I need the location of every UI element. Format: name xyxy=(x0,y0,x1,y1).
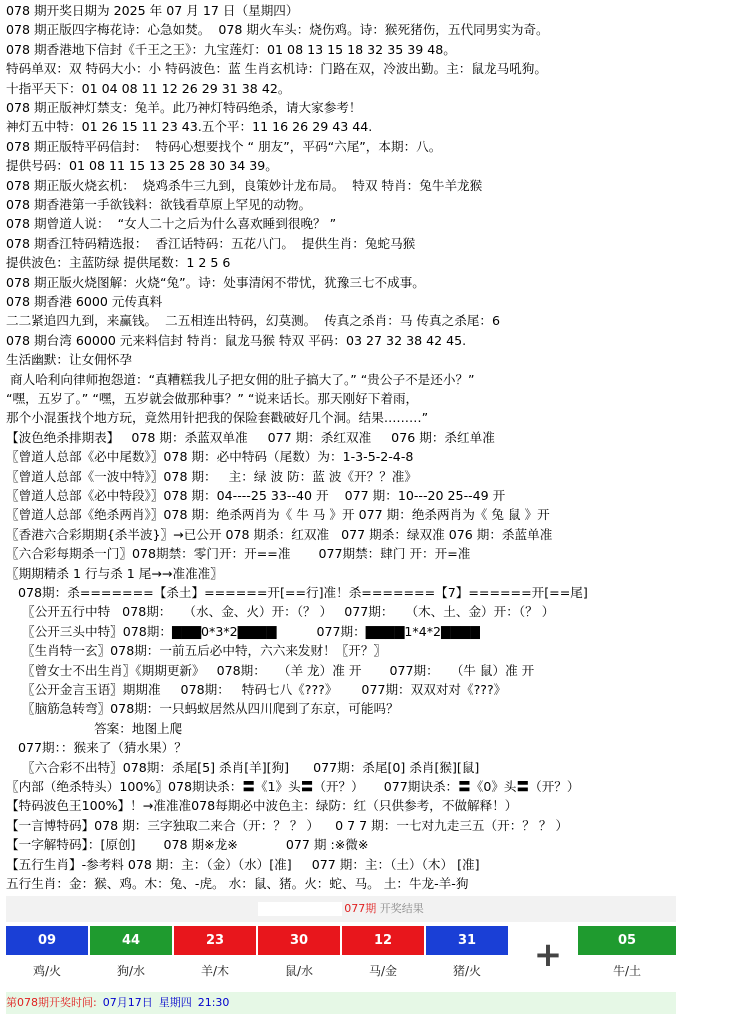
text-line: 〖香港六合彩期期{杀半波}〗→已公开 078 期杀：红双准 077 期杀：绿双准 076 期：杀蓝单准 xyxy=(6,526,553,542)
ball-sign: 狗/水 xyxy=(116,964,146,978)
special-number: 05 xyxy=(578,926,676,955)
text-line: 【一言博特码】078 期：三字独取二来合（开：？ ？ ） 0 7 7 期：一七对九走三五（开：？ ？ ） xyxy=(6,817,569,833)
plus-sign: + xyxy=(533,935,563,975)
ball-number: 30 xyxy=(258,926,340,955)
text-line: 078 期正版特平码信封： 特码心想要找个 “ 朋友”，平码“六尾”，本期：八。 xyxy=(6,138,442,154)
text-line: 〖公开金言玉语〗期期准 078期： 特码七八《???》 077期：双双对对《???》 xyxy=(6,682,507,697)
result-period: 077期 xyxy=(344,902,377,915)
ball-sign: 鸡/火 xyxy=(32,964,62,978)
ball-number: 23 xyxy=(174,926,256,955)
text-line: 提供号码：01 08 11 15 13 25 28 30 34 39。 xyxy=(6,158,278,174)
footer-time: 21:30 xyxy=(197,996,230,1009)
ball-sign: 猪/火 xyxy=(452,964,482,978)
text-line: 〖脑筋急转弯〗078期：一只蚂蚁居然从四川爬到了东京，可能吗？ xyxy=(6,701,399,717)
draw-result-panel xyxy=(6,896,676,1016)
text-line: 〖生肖特一玄〗078期：一前五后必中特，六六来发财！〖开？〗 xyxy=(6,643,387,659)
text-line: 〖曾道人总部《绝杀两肖》〗078 期：绝杀两肖为《 牛 马 》开 077 期：绝杀两肖为《 兔 鼠 》开 xyxy=(6,507,550,523)
ball-sign: 马/金 xyxy=(368,964,398,978)
footer-prefix: 第078期开奖时间: xyxy=(6,996,97,1009)
text-line: 五行生肖：金：猴、鸡。木：兔、-虎。 水：鼠、猪。火：蛇、马。 土：牛龙-羊-狗 xyxy=(6,876,469,891)
text-line: 078 期台湾 60000 元来料信封 特肖：鼠龙马猴 特双 平码：03 27 32 38 42 45. xyxy=(6,332,467,348)
text-line: 〖曾道人总部《必中特段》〗078 期：04----25 33--40 开 077 期：10---20 25--49 开 xyxy=(6,488,506,503)
text-line: 特码单双：双 特码大小：小 特码波色：蓝 生肖玄机诗：门路在双，冷波出勤。主：鼠龙马吼狗。 xyxy=(6,61,547,77)
text-line: 【特码波色王100%】！→准准准078每期必中波色主：绿防：红（只供参考，不做解释！） xyxy=(6,798,518,814)
text-line: 【波色绝杀排期表】 078 期：杀蓝双单准 077 期：杀红双准 076 期：杀红单准 xyxy=(6,429,495,445)
text-line: 商人哈利向律师抱怨道：“真糟糕我儿子把女佣的肚子搞大了。” “贵公子不是还小？” xyxy=(6,371,475,387)
text-line: 〖六合彩每期杀一门〗078期禁：零门开：开==准 077期禁：肆门 开：开=准 xyxy=(6,546,471,562)
text-line: 078 期香港第一手欲钱料：欲钱看草原上罕见的动物。 xyxy=(6,197,312,212)
text-line: “嘿，五岁了。” “嘿，五岁就会做那种事？” “说来话长。那天刚好下着雨， xyxy=(6,391,419,406)
result-header xyxy=(6,896,676,922)
text-line: 十指平天下：01 04 08 11 12 26 29 31 38 42。 xyxy=(6,80,291,96)
text-line: 078 期香港地下信封《千王之王》：九宝莲灯：01 08 13 15 18 32 35 39 48。 xyxy=(6,41,456,57)
ball-number: 09 xyxy=(6,926,88,955)
text-line: 那个小混蛋找个地方玩，竟然用针把我的保险套戳破好几个洞。结果………” xyxy=(6,410,429,426)
text-line: 【一字解特码】：[原创] 078 期※龙※ 077 期 :※微※ xyxy=(6,837,369,853)
text-line: 〖曾道人总部《一波中特》〗078 期： 主：绿 波 防：蓝 波《开？？准》 xyxy=(6,468,417,484)
text-line: 〖曾道人总部《必中尾数》〗078 期：必中特码（尾数）为：1-3-5-2-4-8 xyxy=(6,449,414,465)
draw-time-footer xyxy=(6,992,676,1014)
text-line: 078 期正版四字梅花诗：心急如焚。 078 期火车头：烧伤鸡。诗：猴死猪伤，五代同男实为奇。 xyxy=(6,22,549,38)
ball-number: 12 xyxy=(342,926,424,955)
text-line: 生活幽默：让女佣怀孕 xyxy=(6,352,132,368)
ball-sign: 鼠/水 xyxy=(284,964,314,978)
header-blank-box xyxy=(258,902,342,916)
text-line: 〖公开三头中特〗078期：▇▇▇0*3*2▇▇▇▇ 077期：▇▇▇▇1*4*2▇▇▇▇ xyxy=(6,623,480,639)
text-line: 078 期正版火烧玄机： 烧鸡杀牛三九到，良策妙计龙布局。 特双 特肖：兔牛羊龙猴 xyxy=(6,177,483,193)
text-line: 078 期开奖日期为 2025 年 07 月 17 日（星期四） xyxy=(6,3,299,18)
text-line: 神灯五中特：01 26 15 11 23 43.五个平：11 16 26 29 43 44. xyxy=(6,119,373,135)
text-line: 〖内部（绝杀特头）100%〗078期诀杀：〓《1》头〓（开？） 077期诀杀：〓《0》头〓（开？） xyxy=(6,779,580,794)
ball-2 xyxy=(90,926,172,988)
text-line: 〖六合彩不出特〗078期：杀尾[5] 杀肖[羊][狗] 077期：杀尾[0] 杀肖[猴][鼠] xyxy=(6,759,480,775)
footer-weekday: 星期四 xyxy=(158,996,192,1009)
text-line: 078 期香港 6000 元传真料 xyxy=(6,294,163,309)
result-label: 开奖结果 xyxy=(379,902,424,915)
ball-5 xyxy=(342,926,424,988)
special-sign: 牛/土 xyxy=(612,964,642,978)
text-line: 078 期正版火烧图解：火烧“兔”。诗：处事清闲不带忧，犹豫三七不成事。 xyxy=(6,274,425,290)
special-ball xyxy=(578,926,676,988)
ball-number: 31 xyxy=(426,926,508,955)
ball-sign: 羊/木 xyxy=(200,964,230,978)
ball-3 xyxy=(174,926,256,988)
text-line: 〖曾女士不出生肖〗《期期更新》 078期： （羊 龙）准 开 077期： （牛 鼠）准 开 xyxy=(6,662,535,678)
text-line: 答案：地图上爬 xyxy=(6,720,183,736)
ball-1 xyxy=(6,926,88,988)
ball-6 xyxy=(426,926,508,988)
text-line: 078 期香江特码精选报： 香江话特码：五花八门。 提供生肖：兔蛇马猴 xyxy=(6,235,416,251)
ball-number: 44 xyxy=(90,926,172,955)
text-line: 提供波色：主蓝防绿 提供尾数：1 2 5 6 xyxy=(6,255,231,271)
footer-date: 07月17日 xyxy=(102,996,153,1009)
text-line: 078期：杀=======【杀土】======开[==行]准！杀=======【7】======开[==尾] xyxy=(6,585,588,600)
text-line: 078 期曾道人说： “女人二十之后为什么喜欢睡到很晚？ ” xyxy=(6,216,337,232)
text-line: 二二紧追四九到，来赢钱。 二五相连出特码，幻莫测。 传真之杀肖：马 传真之杀尾：6 xyxy=(6,313,500,329)
text-line: 【五行生肖】-参考料 078 期：主：（金）（水）[准] 077 期：主：（土）（木） [准] xyxy=(6,856,480,872)
text-line: 〖公开五行中特 078期： （水、金、火）开：（？ ） 077期： （木、土、金）开：（？ ） xyxy=(6,604,555,620)
ball-4 xyxy=(258,926,340,988)
text-line: 078 期正版神灯禁支：兔羊。此乃神灯特码绝杀，请大家参考！ xyxy=(6,100,362,115)
text-line: 077期：：猴来了（猜水果）？ xyxy=(6,740,187,756)
text-line: 〖期期精杀 1 行与杀 1 尾→→准准准〗 xyxy=(6,565,223,581)
